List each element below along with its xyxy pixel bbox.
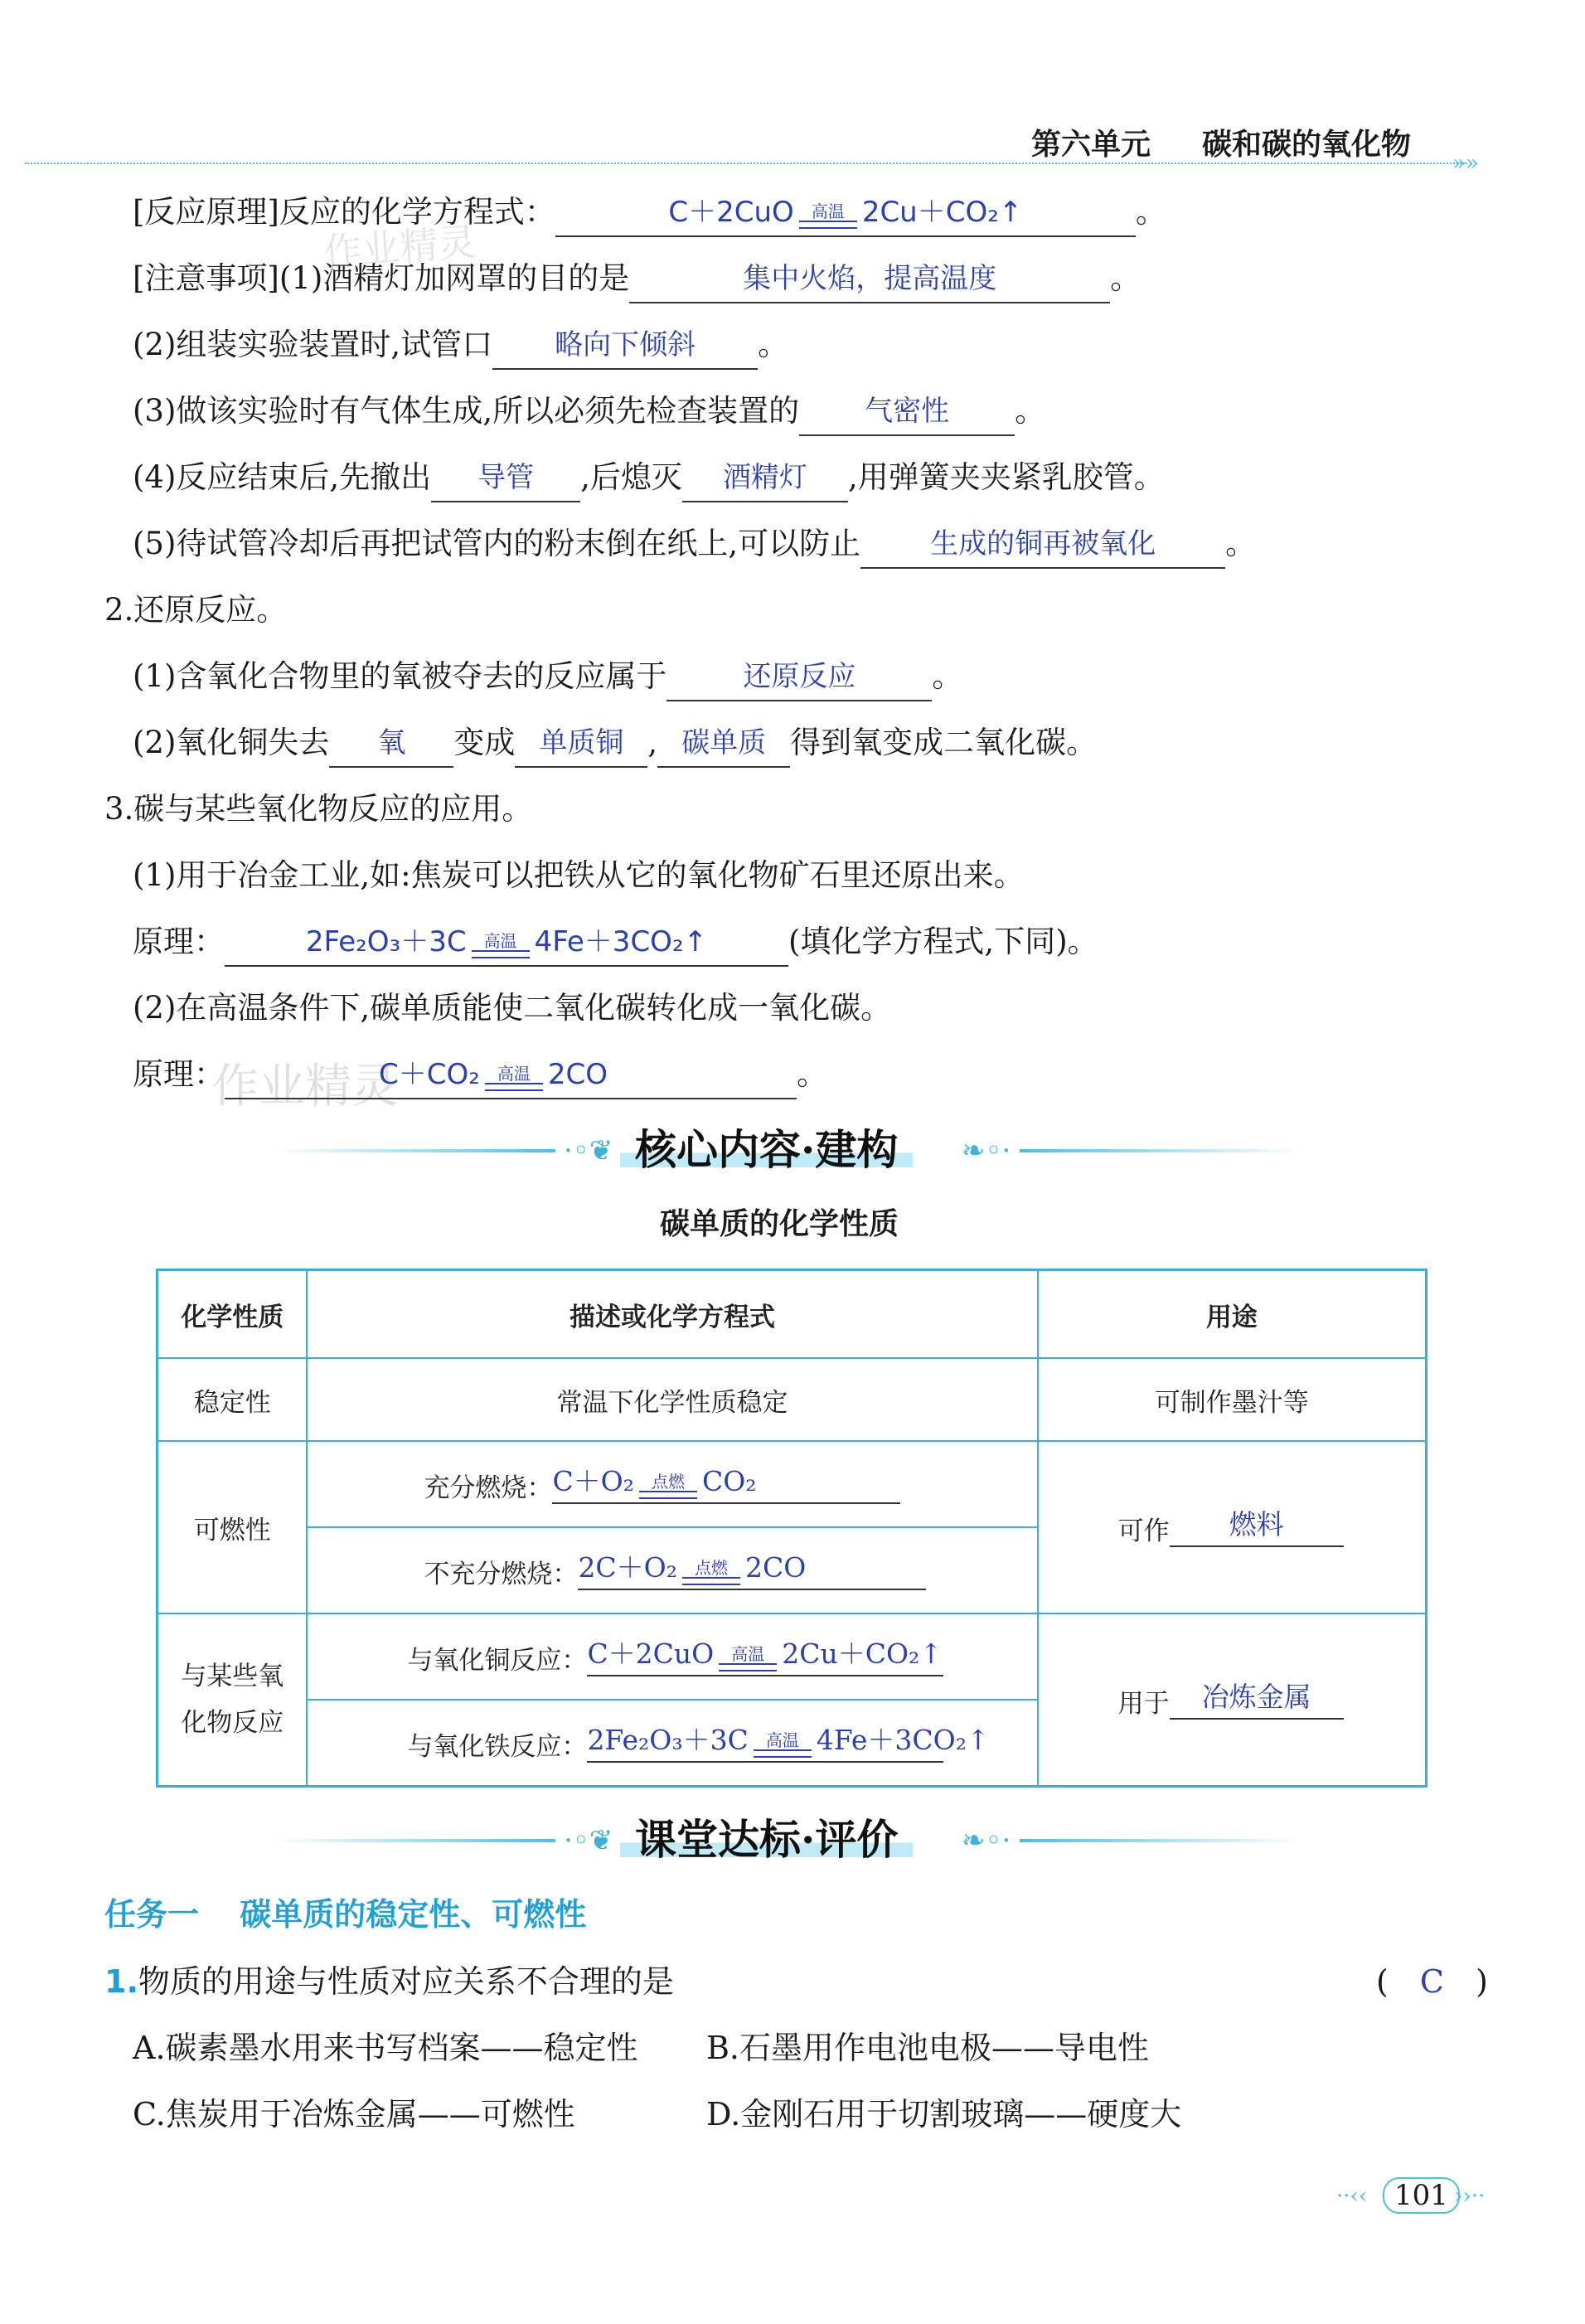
question1-number: 1. xyxy=(104,1963,138,2000)
fe-left: 2Fe₂O₃＋3C xyxy=(587,1724,749,1756)
reduction-fe-answer xyxy=(587,1719,990,1758)
combustion-property: 可燃性 xyxy=(158,1441,308,1613)
s2-2-answer3: 碳单质 xyxy=(681,726,767,759)
combustion-use xyxy=(1038,1441,1427,1613)
note4-blank2[interactable] xyxy=(682,459,848,502)
task1-heading xyxy=(104,1889,586,1934)
task1-title: 碳单质的稳定性、可燃性 xyxy=(240,1896,587,1933)
banner-title: 核心内容·建构 xyxy=(620,1121,913,1179)
s3-2-label: 原理： xyxy=(133,1056,225,1092)
reduction-property xyxy=(158,1613,308,1787)
cuo-cond-text: 高温 xyxy=(731,1644,765,1664)
s3-2-blank[interactable] xyxy=(225,1056,797,1099)
s2-2-c: 得到氧变成二氧化碳。 xyxy=(790,725,1098,760)
s2-2-line xyxy=(133,718,1097,768)
note2-line xyxy=(133,320,788,370)
combustion-partial-blank[interactable] xyxy=(578,1550,926,1590)
reduction-property-line1: 与某些氧 xyxy=(181,1662,284,1691)
section3-title: 3.碳与某些氧化物反应的应用。 xyxy=(104,791,533,827)
watermark: 作业精灵 xyxy=(322,219,477,275)
s2-2-a: (2)氧化铜失去 xyxy=(133,725,330,760)
option-b[interactable]: B.石墨用作电池电极——导电性 xyxy=(706,2030,1150,2066)
paren-right: ) xyxy=(1476,1963,1488,2000)
equal-bars xyxy=(799,221,857,229)
table-row-reduction-cuo xyxy=(158,1613,1427,1700)
question1-answer: C xyxy=(1419,1963,1444,2000)
question1-stem: 物质的用途与性质对应关系不合理的是 xyxy=(138,1963,674,2000)
banner-ornament-left-icon: ·◦❦ xyxy=(564,1824,613,1857)
note4-answer1: 导管 xyxy=(477,461,535,494)
period: 。 xyxy=(758,327,789,362)
header-topic: 碳和碳的氧化物 xyxy=(1202,128,1412,162)
page-number: 101 xyxy=(1383,2177,1460,2214)
note2-answer: 略向下倾斜 xyxy=(555,328,696,361)
option-a[interactable]: A.碳素墨水用来书写档案——稳定性 xyxy=(133,2030,638,2066)
principle-condition xyxy=(799,202,857,229)
reduction-use-answer: 冶炼金属 xyxy=(1201,1681,1311,1713)
reduction-cuo-blank[interactable] xyxy=(587,1637,943,1676)
s3-2-left: C＋CO₂ xyxy=(379,1058,480,1091)
note2-blank[interactable] xyxy=(492,327,758,370)
note4-blank1[interactable] xyxy=(431,459,580,502)
s2-2-blank2[interactable] xyxy=(515,725,647,768)
option-d[interactable]: D.金刚石用于切割玻璃——硬度大 xyxy=(706,2096,1182,2132)
s3-1-answer xyxy=(225,925,788,958)
section-banner-core xyxy=(0,1121,1585,1179)
combustion-full-answer xyxy=(552,1460,900,1499)
reduction-use xyxy=(1038,1613,1427,1787)
note5-blank[interactable] xyxy=(860,526,1225,569)
s3-1-principle-line xyxy=(133,917,1098,967)
header-rule xyxy=(25,163,1467,164)
header-use: 用途 xyxy=(1038,1270,1427,1359)
principle-right: 2Cu＋CO₂↑ xyxy=(861,196,1023,229)
s2-2-answer1: 氧 xyxy=(377,726,406,759)
partial-right: 2CO xyxy=(744,1551,807,1584)
partial-left: 2C＋O₂ xyxy=(578,1551,677,1584)
reduction-cuo-cell xyxy=(307,1613,1037,1700)
s2-2-b: 变成 xyxy=(453,725,516,760)
equal-bars xyxy=(472,950,530,958)
period: 。 xyxy=(797,1056,827,1092)
note3-label: (3)做该实验时有气体生成,所以必须先检查装置的 xyxy=(133,393,800,429)
s3-1-label: 原理： xyxy=(133,924,225,959)
partial-condition xyxy=(682,1559,740,1585)
principle-blank[interactable] xyxy=(555,194,1136,237)
s2-2-answer2: 单质铜 xyxy=(539,726,624,759)
banner-ornament-left-icon: ·◦❦ xyxy=(564,1134,613,1167)
reduction-fe-label: 与氧化铁反应： xyxy=(407,1732,588,1762)
stability-use: 可制作墨汁等 xyxy=(1038,1358,1427,1441)
cuo-left: C＋2CuO xyxy=(587,1637,715,1670)
full-left: C＋O₂ xyxy=(552,1465,634,1497)
s3-2-principle-line xyxy=(133,1050,827,1099)
s3-1-right: 4Fe＋3CO₂↑ xyxy=(534,925,708,958)
fe-cond-text: 高温 xyxy=(765,1730,799,1750)
s2-2-blank3[interactable] xyxy=(657,725,790,768)
period: 。 xyxy=(932,658,963,694)
principle-label: [反应原理]反应的化学方程式： xyxy=(133,194,555,230)
partial-cond-text: 点燃 xyxy=(694,1558,728,1578)
combustion-partial-cell xyxy=(307,1527,1037,1613)
watermark: 作业精灵 xyxy=(212,1060,398,1113)
equal-bars xyxy=(485,1083,543,1091)
page-number-ornament-icon: ››·· xyxy=(1454,2184,1486,2209)
reduction-fe-cell xyxy=(307,1700,1037,1787)
note2-label: (2)组装实验装置时,试管口 xyxy=(133,327,493,362)
cuo-right: 2Cu＋CO₂↑ xyxy=(782,1637,943,1670)
note4-c: ,用弹簧夹夹紧乳胶管。 xyxy=(847,459,1165,495)
reduction-cuo-answer xyxy=(587,1633,943,1671)
s2-1-answer: 还原反应 xyxy=(743,660,856,693)
full-condition xyxy=(639,1473,697,1499)
note5-line xyxy=(133,519,1256,569)
principle-cond-text: 高温 xyxy=(811,201,845,221)
stability-description: 常温下化学性质稳定 xyxy=(307,1358,1037,1441)
task1-label: 任务一 xyxy=(104,1896,200,1933)
cuo-condition xyxy=(719,1645,777,1671)
period: 。 xyxy=(1015,393,1046,429)
s2-1-line xyxy=(133,652,962,701)
note1-line xyxy=(133,254,1141,303)
fe-condition xyxy=(754,1731,812,1758)
s3-2-cond-text: 高温 xyxy=(497,1064,531,1084)
combustion-partial-label: 不充分燃烧： xyxy=(424,1560,579,1589)
combustion-use-blank[interactable] xyxy=(1170,1507,1344,1547)
combustion-use-label: 可作 xyxy=(1117,1516,1170,1546)
s3-2-condition xyxy=(485,1065,543,1091)
note3-answer: 气密性 xyxy=(865,395,950,428)
s3-1-tail: (填化学方程式,下同)。 xyxy=(788,924,1098,959)
combustion-full-cell xyxy=(307,1441,1037,1527)
s3-1-line: (1)用于冶金工业,如:焦炭可以把铁从它的氧化物矿石里还原出来。 xyxy=(133,857,1025,893)
option-c[interactable]: C.焦炭用于冶炼金属——可燃性 xyxy=(133,2096,575,2132)
question1-stem-line xyxy=(104,1957,674,2006)
chemical-properties-table xyxy=(156,1269,1427,1788)
note4-a: (4)反应结束后,先撤出 xyxy=(133,459,432,495)
table-title: 碳单质的化学性质 xyxy=(660,1207,899,1241)
note4-b: ,后熄灭 xyxy=(580,459,682,495)
period: 。 xyxy=(1225,526,1257,561)
equal-bars xyxy=(639,1491,697,1499)
section-banner-practice xyxy=(0,1811,1585,1869)
s3-2-answer xyxy=(225,1058,797,1091)
period: 。 xyxy=(1135,194,1166,230)
s2-2-blank1[interactable] xyxy=(329,725,453,768)
banner-ornament-right-icon: ❧◦· xyxy=(962,1824,1011,1857)
s3-2-line: (2)在高温条件下,碳单质能使二氧化碳转化成一氧化碳。 xyxy=(133,990,892,1026)
reduction-use-label: 用于 xyxy=(1117,1689,1170,1719)
combustion-partial-answer xyxy=(578,1546,926,1585)
banner-line-right xyxy=(1020,1149,1301,1152)
stability-property: 稳定性 xyxy=(158,1358,308,1441)
note4-answer2: 酒精灯 xyxy=(722,461,807,494)
s3-2-right: 2CO xyxy=(547,1058,608,1091)
full-cond-text: 点燃 xyxy=(651,1472,685,1492)
note5-label: (5)待试管冷却后再把试管内的粉末倒在纸上,可以防止 xyxy=(133,526,861,561)
note4-line xyxy=(133,453,1165,502)
banner-line-left xyxy=(274,1839,555,1842)
period: 。 xyxy=(1110,260,1141,296)
table-row-combustion-full xyxy=(158,1441,1427,1527)
table-row-stability xyxy=(158,1358,1427,1441)
banner-title: 课堂达标·评价 xyxy=(620,1811,913,1869)
principle-line xyxy=(133,187,1166,237)
header-arrow-icon: »» xyxy=(1452,151,1479,176)
section2-title: 2.还原反应。 xyxy=(104,592,288,628)
header-property: 化学性质 xyxy=(158,1270,308,1359)
s3-1-cond-text: 高温 xyxy=(483,931,517,951)
full-right: CO₂ xyxy=(701,1465,757,1497)
combustion-full-blank[interactable] xyxy=(552,1464,900,1504)
note5-answer: 生成的铜再被氧化 xyxy=(930,527,1156,560)
banner-line-left xyxy=(274,1149,555,1152)
header-description: 描述或化学方程式 xyxy=(307,1270,1037,1359)
paren-left: ( xyxy=(1376,1963,1389,2000)
banner-ornament-right-icon: ❧◦· xyxy=(962,1134,1011,1167)
note1-label: [注意事项](1)酒精灯加网罩的目的是 xyxy=(133,260,630,296)
s3-1-left: 2Fe₂O₃＋3C xyxy=(305,925,467,958)
combustion-full-label: 充分燃烧： xyxy=(424,1473,553,1503)
page-number-ornament-icon: ··‹‹ xyxy=(1336,2184,1368,2209)
principle-left: C＋2CuO xyxy=(668,196,794,229)
banner-line-right xyxy=(1020,1839,1301,1842)
note1-answer: 集中火焰，提高温度 xyxy=(743,262,997,295)
principle-answer xyxy=(555,196,1136,229)
note1-blank[interactable] xyxy=(629,260,1110,303)
s2-1-blank[interactable] xyxy=(666,658,932,701)
s3-1-blank[interactable] xyxy=(225,924,788,967)
table-header-row xyxy=(158,1270,1427,1359)
equal-bars xyxy=(719,1663,777,1671)
s3-1-condition xyxy=(472,932,530,958)
s2-1-label: (1)含氧化合物里的氧被夺去的反应属于 xyxy=(133,658,667,694)
equal-bars xyxy=(682,1577,740,1585)
combustion-use-answer: 燃料 xyxy=(1229,1508,1284,1540)
reduction-cuo-label: 与氧化铜反应： xyxy=(407,1646,588,1676)
question1-answer-slot[interactable] xyxy=(1376,1957,1488,2006)
reduction-fe-blank[interactable] xyxy=(587,1723,990,1763)
note3-line xyxy=(133,386,1045,436)
note3-blank[interactable] xyxy=(799,393,1015,436)
reduction-property-line2: 化物反应 xyxy=(181,1708,284,1738)
reduction-use-blank[interactable] xyxy=(1170,1680,1344,1720)
fe-right: 4Fe＋3CO₂↑ xyxy=(816,1724,990,1756)
header-unit: 第六单元 xyxy=(1031,128,1151,162)
s2-2-comma: , xyxy=(647,725,658,760)
equal-bars xyxy=(754,1749,812,1758)
